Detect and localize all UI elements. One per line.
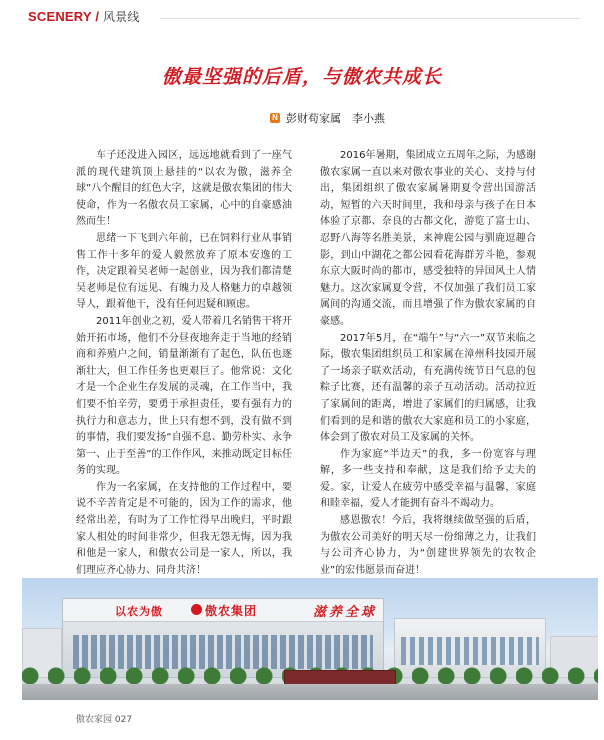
header-divider <box>160 18 580 19</box>
building-sign-motto: 滋养全球 <box>313 605 378 620</box>
company-logo-icon <box>191 604 202 615</box>
section-separator: / <box>91 9 103 24</box>
section-name-cn: 风景线 <box>102 10 140 24</box>
paragraph: 2011年创业之初，爱人带着几名销售干将开始开拓市场，他们不分昼夜地奔走于当地的经销商和养殖户之间，销量渐渐有了起色，队伍也逐渐壮大，但工作任务也更艰巨了。他常说：文化才是一个企业生存发展的灵魂，在工作当中，我们要不怕辛劳，要勇于承担责任，要有强有力的执行力和意志力，世上只有想不到，没有做不到的事情，我们要发扬“自强不息、勤劳朴实、永争第一、止于至善”的工作作风，来推动既定目标任务的实现。 <box>76 315 292 477</box>
section-header <box>28 8 140 25</box>
paragraph: 感恩傲农！今后，我将继续做坚强的后盾，为傲农公司美好的明天尽一份绵薄之力，让我们与公司齐心协力，为“创建世界领先的农牧企业”的宏伟愿景而奋进！ <box>320 515 536 576</box>
building-sign-company: 傲农集团 <box>205 604 258 618</box>
article-column-right <box>320 148 536 579</box>
paragraph: 2016年暑期，集团成立五周年之际，为感谢傲农家属一直以来对傲农事业的关心、支持与付出，集团组织了傲农家属暑期夏令营出国游活动，短暂的六天时间里，我和母亲与孩子在日本体验了京都、奈良的古都文化，游览了富士山、忍野八海等名胜美景，来神鹿公园与驯鹿逗趣合影，到山中湖花之都公园看花海群芳斗艳，参观东京大阪时尚的都市，感受独特的异国风土人情魅力。这次家属夏令营，不仅加强了我们员工家属间的沟通交流，而且增强了作为傲农家属的自豪感。 <box>320 150 536 327</box>
headquarters-photo <box>22 578 598 700</box>
section-name-en: SCENERY <box>28 9 92 24</box>
paragraph: 思绪一下飞到六年前，已在饲料行业从事销售工作十多年的爱人毅然放弃了原本安逸的工作，决定跟着吴老师一起创业，因为我们都清楚吴老师是位有远见、有魄力及人格魅力的卓越领导人，跟着他干，没有任何迟疑和顾虑。 <box>76 232 292 311</box>
paragraph: 2017年5月，在“端午”与“六一”双节来临之际，傲农集团组织员工和家属在漳州科技园开展了一场亲子联欢活动，有充满传统节日气息的包粽子比赛，还有温馨的亲子互动活动。活动拉近了家属间的距离，增进了家属们的归属感，让我们看到的是和谐的傲农大家庭和员工的小家庭，体会到了傲农对员工及家属的关怀。 <box>320 332 536 444</box>
article-byline <box>270 110 385 126</box>
ground <box>22 684 598 700</box>
author-name: 彭财苟家属 李小燕 <box>286 112 385 125</box>
paragraph: 作为家庭“半边天”的我，多一份宽容与理解，多一些支持和奉献，这是我们给予丈夫的爱。家，让爱人在疲劳中感受幸福与温馨，家庭和睦幸福，爱人才能拥有奋斗不竭动力。 <box>320 448 536 510</box>
page-footer: 傲农家园 027 <box>76 715 133 725</box>
author-mark-icon: N <box>270 113 280 123</box>
article-column-left <box>76 148 292 579</box>
building-windows <box>401 637 539 665</box>
paragraph: 车子还没进入园区，远远地就看到了一座气派的现代建筑顶上悬挂的“以农为傲，滋养全球”八个醒目的红色大字，这就是傲农集团的伟大使命，作为一名傲农员工家属，心中的自豪感油然而生！ <box>76 150 292 228</box>
article-title: 傲最坚强的后盾，与傲农共成长 <box>161 66 442 88</box>
building-sign-slogan: 以农为傲 <box>115 605 163 618</box>
paragraph: 作为一名家属，在支持他的工作过程中，要说不辛苦肯定是不可能的，因为工作的需求，他经常出差，有时为了工作忙得早出晚归，平时跟家人相处的时间非常少，但我无怨无悔，因为我和他是一家人，和傲农公司是一家人，所以，我们理应齐心协力、同舟共济！ <box>76 481 292 576</box>
